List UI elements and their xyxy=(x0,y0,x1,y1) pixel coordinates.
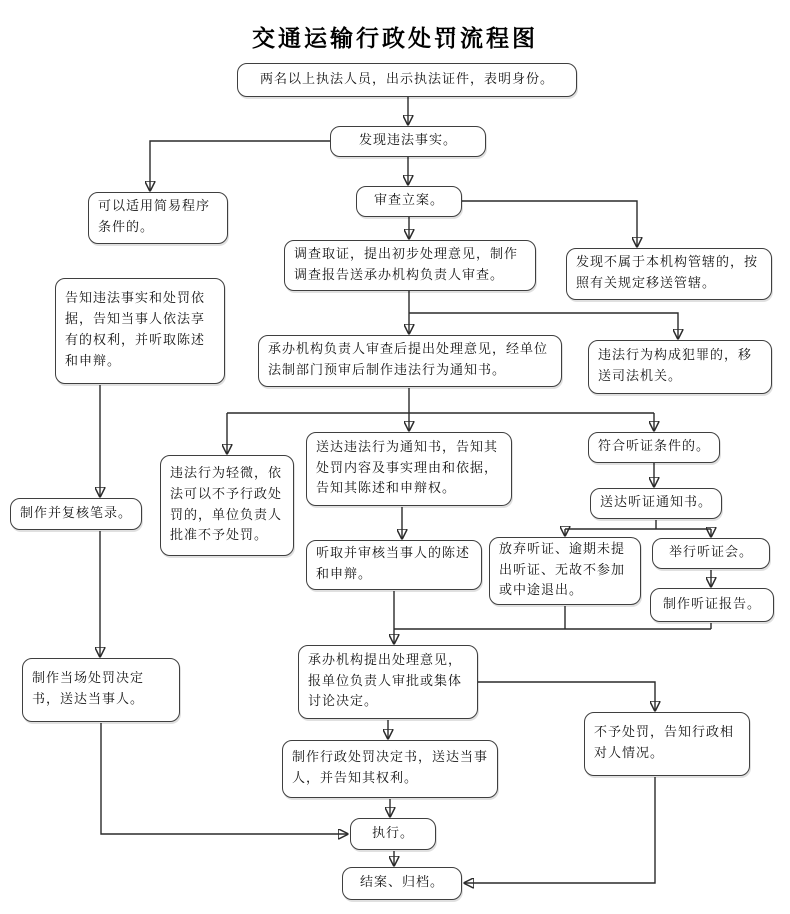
node-close-archive: 结案、归档。 xyxy=(342,867,462,900)
node-onsite-decision: 制作当场处罚决定书，送达当事人。 xyxy=(22,658,180,722)
node-execute: 执行。 xyxy=(350,818,436,850)
node-transfer-jurisdiction: 发现不属于本机构管辖的，按照有关规定移送管辖。 xyxy=(566,248,772,300)
node-make-record: 制作并复核笔录。 xyxy=(10,498,142,530)
node-serve-hearing-notice: 送达听证通知书。 xyxy=(590,488,722,519)
node-propose-decision: 承办机构提出处理意见，报单位负责人审批或集体讨论决定。 xyxy=(298,645,478,719)
diagram-title: 交通运输行政处罚流程图 xyxy=(252,25,538,52)
node-hear-statement: 听取并审核当事人的陈述和申辩。 xyxy=(306,540,482,590)
node-hearing-eligible: 符合听证条件的。 xyxy=(588,432,720,463)
node-find-facts: 发现违法事实。 xyxy=(330,126,486,157)
node-identify: 两名以上执法人员，出示执法证件，表明身份。 xyxy=(237,63,577,97)
node-hold-hearing: 举行听证会。 xyxy=(652,538,770,569)
node-leader-review: 承办机构负责人审查后提出处理意见，经单位法制部门预审后制作违法行为通知书。 xyxy=(258,335,562,387)
hearing-split-line xyxy=(565,520,711,529)
node-transfer-judicial: 违法行为构成犯罪的，移送司法机关。 xyxy=(588,340,772,394)
node-minor-no-penalty: 违法行为轻微，依法可以不予行政处罚的，单位负责人批准不予处罚。 xyxy=(160,455,294,556)
node-penalty-decision: 制作行政处罚决定书，送达当事人，并告知其权利。 xyxy=(282,740,498,798)
node-investigate: 调查取证，提出初步处理意见，制作调查报告送承办机构负责人审查。 xyxy=(284,240,536,291)
node-inform-rights: 告知违法事实和处罚依据，告知当事人依法享有的权利，并听取陈述和申辩。 xyxy=(55,278,225,384)
edge-propose-decision-no-penalty-inform xyxy=(478,682,655,710)
node-waive-hearing: 放弃听证、逾期未提出听证、无故不参加或中途退出。 xyxy=(489,537,641,605)
node-no-penalty-inform: 不予处罚，告知行政相对人情况。 xyxy=(584,712,750,776)
node-simple-procedure: 可以适用简易程序条件的。 xyxy=(88,192,228,244)
node-serve-violation-notice: 送达违法行为通知书，告知其处罚内容及事实理由和依据，告知其陈述和申辩权。 xyxy=(306,432,512,506)
edge-find-facts-simple-procedure xyxy=(150,141,330,190)
node-hearing-report: 制作听证报告。 xyxy=(650,588,774,622)
node-file-case: 审查立案。 xyxy=(356,186,462,217)
